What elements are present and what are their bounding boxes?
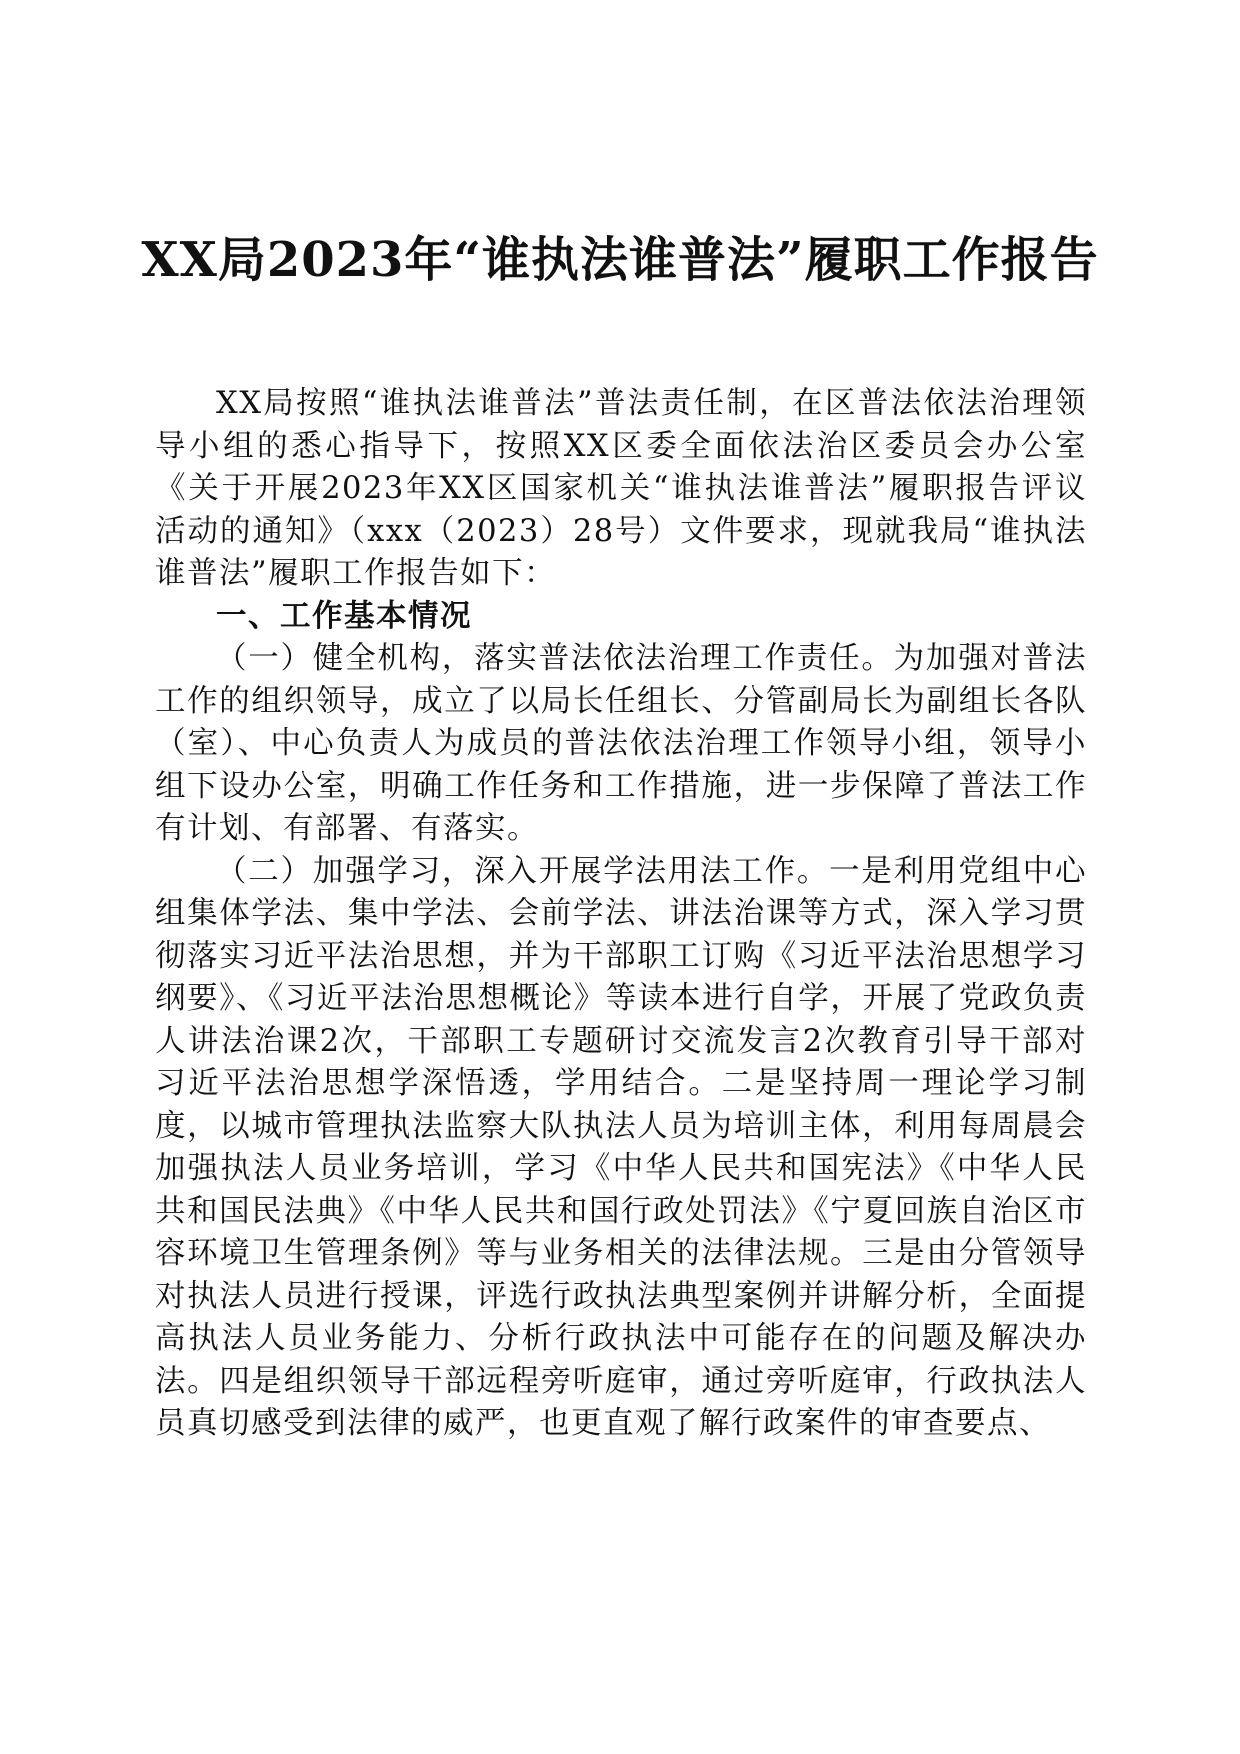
body-paragraph-2: （二）加强学习，深入开展学法用法工作。一是利用党组中心组集体学法、集中学法、会前学法、讲法治课等方式，深入学习贯彻落实习近平法治思想，并为干部职工订购《习近平法治思想学习纲要》、《习近平法治思想概论》等读本进行自学，开展了党政负责人讲法治课2次，干部职工专题研讨交流发言2次教育引导干部对习近平法治思想学深悟透，学用结合。二是坚持周一理论学习制度，以城市管理执法监察大队执法人员为培训主体，利用每周晨会加强执法人员业务培训，学习《中华人民共和国宪法》《中华人民共和国民法典》《中华人民共和国行政处罚法》《宁夏回族自治区市容环境卫生管理条例》等与业务相关的法律法规。三是由分管领导对执法人员进行授课，评选行政执法典型案例并讲解分析，全面提高执法人员业务能力、分析行政执法中可能存在的问题及解决办法。四是组织领导干部远程旁听庭审，通过旁听庭审，行政执法人员真切感受到法律的威严，也更直观了解行政案件的审查要点、	[155, 853, 1087, 1441]
section-heading: 一、工作基本情况	[216, 598, 472, 634]
intro-paragraph: XX局按照“谁执法谁普法”普法责任制，在区普法依法治理领导小组的悉心指导下，按照XX区委全面依法治区委员会办公室《关于开展2023年XX区国家机关“谁执法谁普法”履职报告评议活动的通知》（xxx（2023）28号）文件要求，现就我局“谁执法谁普法”履职工作报告如下：	[155, 386, 1087, 591]
body-paragraph-1: （一）健全机构，落实普法依法治理工作责任。为加强对普法工作的组织领导，成立了以局长任组长、分管副局长为副组长各队（室）、中心负责人为成员的普法依法治理工作领导小组，领导小组下设办公室，明确工作任务和工作措施，进一步保障了普法工作有计划、有部署、有落实。	[155, 641, 1087, 846]
document-body	[155, 383, 1087, 1446]
document-title: XX局2023年“谁执法谁普法”履职工作报告	[141, 232, 1099, 288]
